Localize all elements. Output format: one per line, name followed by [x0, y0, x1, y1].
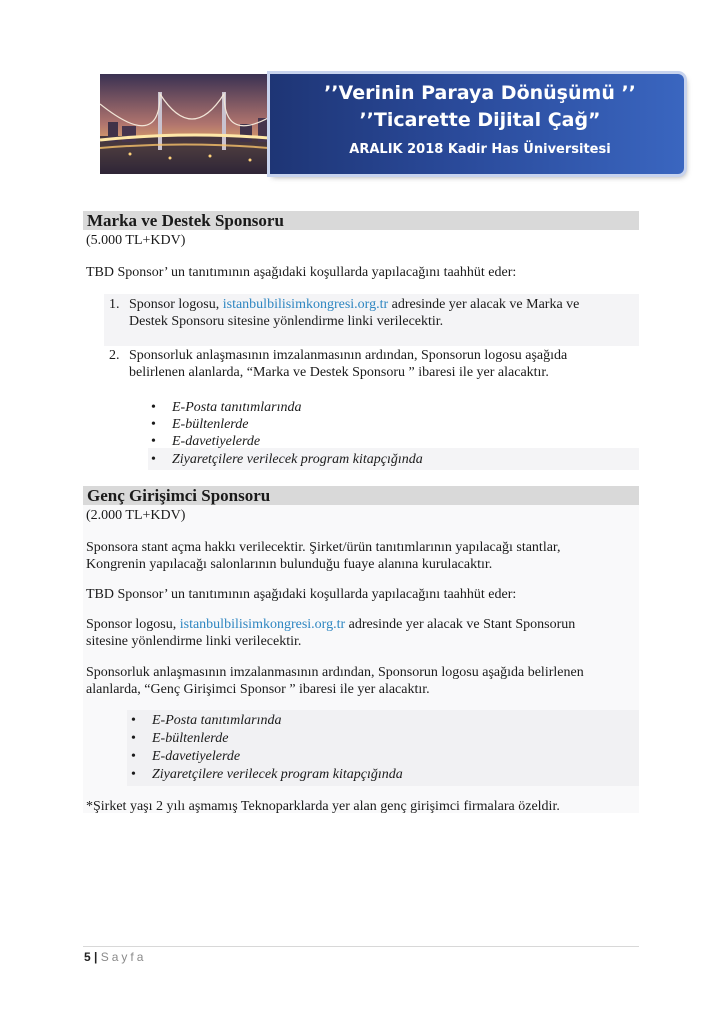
- paragraph-text: adresinde yer alacak ve Stant Sponsorun: [345, 617, 576, 632]
- banner-title-line2: ’’Ticarette Dijital Çağ”: [359, 109, 601, 131]
- section2-p1-line1: Sponsora stant açma hakkı verilecektir. Şirket/ürün tanıtımlarının yapılacağı stantlar,: [86, 540, 561, 555]
- bullet-text: E-davetiyelerde: [152, 749, 241, 764]
- bullet-text: E-Posta tanıtımlarında: [172, 400, 302, 415]
- bullet-text: Ziyaretçilere verilecek program kitapçığında: [172, 452, 423, 467]
- list-number: 2.: [109, 348, 120, 363]
- section1-item2-line2: belirlenen alanlarda, “Marka ve Destek Sponsoru ” ibaresi ile yer alacaktır.: [129, 365, 549, 380]
- bridge-photo: [100, 74, 290, 174]
- bullet-text: Ziyaretçilere verilecek program kitapçığında: [152, 767, 403, 782]
- footer-separator: |: [94, 950, 98, 964]
- section2-p4-line2: alanlarda, “Genç Girişimci Sponsor ” ibaresi ile yer alacaktır.: [86, 682, 430, 697]
- bullet-icon: •: [151, 417, 156, 432]
- section2-p1-line2: Kongrenin yapılacağı salonlarının bulunduğu fuaye alanına kurulacaktır.: [86, 557, 493, 572]
- bridge-illustration-icon: [100, 74, 290, 174]
- section1-intro: TBD Sponsor’ un tanıtımının aşağıdaki koşullarda yapılacağını taahhüt eder:: [86, 265, 517, 280]
- congress-website-link[interactable]: istanbulbilisimkongresi.org.tr: [179, 617, 346, 632]
- bullet-icon: •: [131, 749, 136, 764]
- bullet-icon: •: [151, 452, 156, 467]
- bullet-text: E-bültenlerde: [172, 417, 249, 432]
- paragraph-text: Sponsor logosu,: [86, 617, 180, 632]
- bullet-text: E-bültenlerde: [152, 731, 229, 746]
- bullet-icon: •: [151, 400, 156, 415]
- banner-subtitle: ARALIK 2018 Kadir Has Üniversitesi: [349, 142, 611, 157]
- item-text: adresinde yer alacak ve Marka ve: [388, 297, 580, 312]
- footer-divider: [83, 946, 639, 947]
- congress-website-link[interactable]: istanbulbilisimkongresi.org.tr: [222, 297, 389, 312]
- page-footer: [84, 950, 146, 964]
- bullet-icon: •: [131, 713, 136, 728]
- header-banner: [100, 70, 688, 176]
- section2-p4-line1: Sponsorluk anlaşmasının imzalanmasının ardından, Sponsorun logosu aşağıda belirlenen: [86, 665, 584, 680]
- section2-note: *Şirket yaşı 2 yılı aşmamış Teknoparklarda yer alan genç girişimci firmalara özeldir.: [86, 799, 560, 814]
- bullet-icon: •: [131, 731, 136, 746]
- section1-item1-line2: Destek Sponsoru sitesine yönlendirme linki verilecektir.: [129, 314, 444, 329]
- section2-p3-line2: sitesine yönlendirme linki verilecektir.: [86, 634, 302, 649]
- item-text: Sponsor logosu,: [129, 297, 223, 312]
- section-heading-genc: Genç Girişimci Sponsoru: [83, 486, 639, 505]
- bullet-text: E-davetiyelerde: [172, 434, 261, 449]
- bullet-text: E-Posta tanıtımlarında: [152, 713, 282, 728]
- list-number: 1.: [109, 297, 120, 312]
- banner-title-line1: ’’Verinin Paraya Dönüşümü ’’: [324, 82, 636, 104]
- bullet-icon: •: [131, 767, 136, 782]
- page-label: Sayfa: [100, 950, 147, 964]
- section1-item2-line1: Sponsorluk anlaşmasının imzalanmasının ardından, Sponsorun logosu aşağıda: [129, 348, 568, 363]
- page-number: 5: [84, 950, 91, 964]
- bullet-icon: •: [151, 434, 156, 449]
- section2-price: (2.000 TL+KDV): [86, 508, 186, 523]
- section-heading-marka: Marka ve Destek Sponsoru: [83, 211, 639, 230]
- section2-p2: TBD Sponsor’ un tanıtımının aşağıdaki koşullarda yapılacağını taahhüt eder:: [86, 587, 517, 602]
- section1-item1-line1: [129, 296, 579, 313]
- section1-price: (5.000 TL+KDV): [86, 233, 186, 248]
- section2-p3-line1: [86, 616, 575, 633]
